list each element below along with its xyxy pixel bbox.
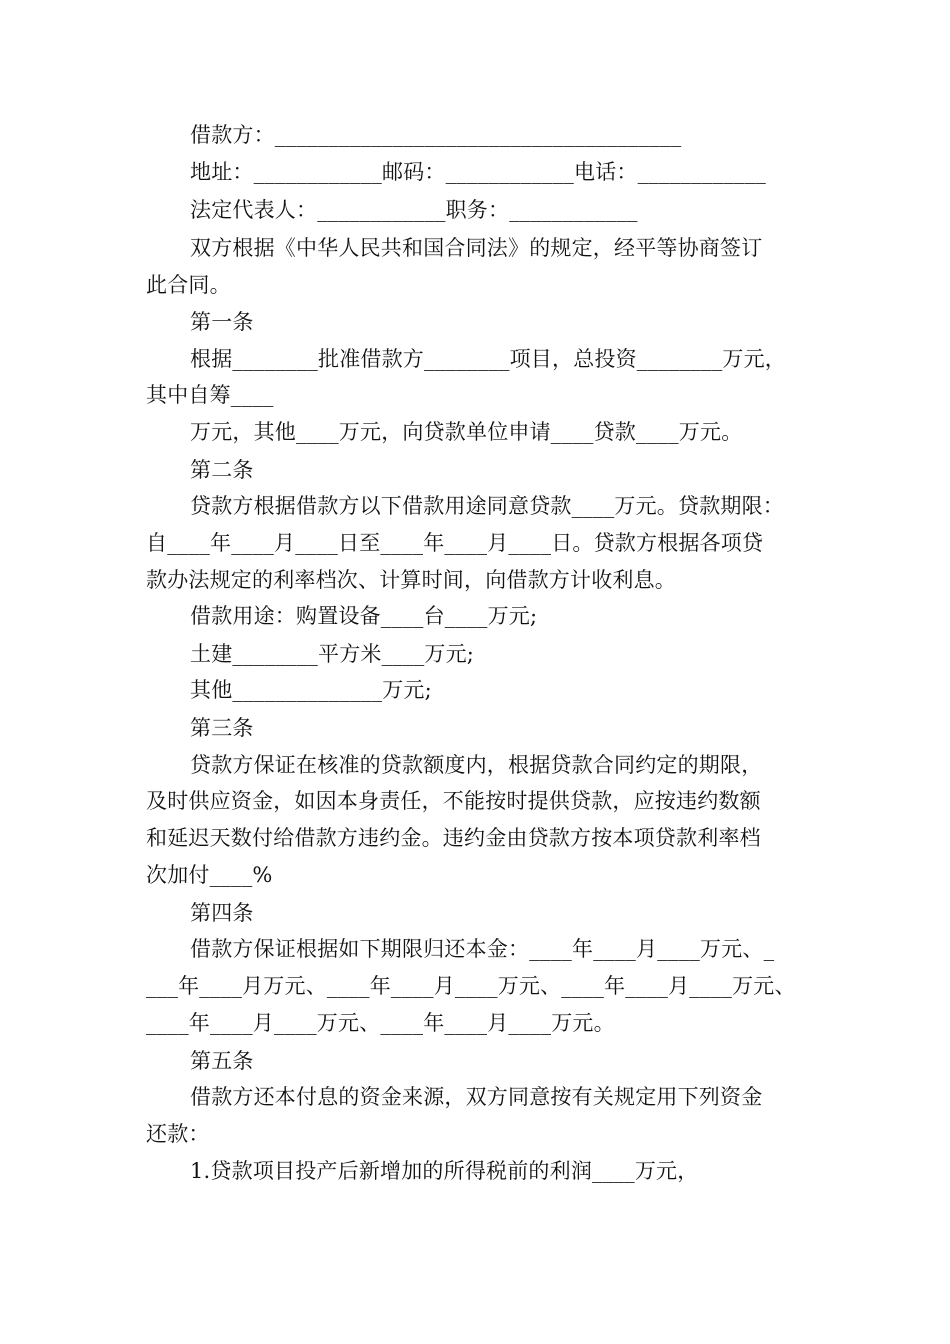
article-5-heading: 第五条 (190, 1049, 254, 1073)
article-2-line-3: 款办法规定的利率档次、计算时间，向借款方计收利息。 (146, 568, 676, 592)
loan-purpose-line: 借款用途：购置设备____台____万元; (190, 604, 538, 628)
article-3-line-3: 和延迟天数付给借款方违约金。违约金由贷款方按本项贷款利率档 (146, 826, 761, 850)
article-4-line-1: 借款方保证根据如下期限归还本金：____年____月____万元、_ (190, 937, 775, 961)
address-line: 地址：____________邮码：____________电话：____________ (190, 160, 766, 184)
article-3-line-2: 及时供应资金，如因本身责任，不能按时提供贷款，应按违约数额 (146, 789, 761, 813)
borrower-line: 借款方：______________________________________ (190, 123, 682, 147)
article-4-line-3: ____年____月____万元、____年____月____万元。 (146, 1011, 615, 1035)
article-2-heading: 第二条 (190, 458, 254, 482)
construction-line: 土建________平方米____万元; (190, 642, 475, 666)
article-2-line-2: 自____年____月____日至____年____月____日。贷款方根据各项贷 (146, 531, 764, 555)
article-3-line-4: 次加付____% (146, 863, 273, 887)
article-2-line-1: 贷款方根据借款方以下借款用途同意贷款____万元。贷款期限： (190, 494, 784, 518)
article-3-line-1: 贷款方保证在核准的贷款额度内，根据贷款合同约定的期限， (190, 753, 763, 777)
article-5-line-1: 借款方还本付息的资金来源，双方同意按有关规定用下列资金 (190, 1085, 763, 1109)
preamble-line-1: 双方根据《中华人民共和国合同法》的规定，经平等协商签订 (190, 236, 763, 260)
other-line: 其他______________万元; (190, 678, 432, 702)
article-5-line-2: 还款： (146, 1122, 210, 1146)
article-4-heading: 第四条 (190, 901, 254, 925)
article-3-heading: 第三条 (190, 716, 254, 740)
article-5-item-1: 1.贷款项目投产后新增加的所得税前的利润____万元， (190, 1159, 699, 1183)
legal-rep-line: 法定代表人：____________职务：____________ (190, 198, 638, 222)
article-4-line-2: ___年____月万元、____年____月____万元、____年____月____万元、 (146, 974, 796, 998)
preamble-line-2: 此合同。 (146, 273, 231, 297)
article-1-line-3: 万元，其他____万元，向贷款单位申请____贷款____万元。 (190, 420, 743, 444)
article-1-heading: 第一条 (190, 310, 254, 334)
article-1-line-1: 根据________批准借款方________项目，总投资________万元， (190, 347, 786, 371)
article-1-line-2: 其中自筹____ (146, 383, 274, 407)
